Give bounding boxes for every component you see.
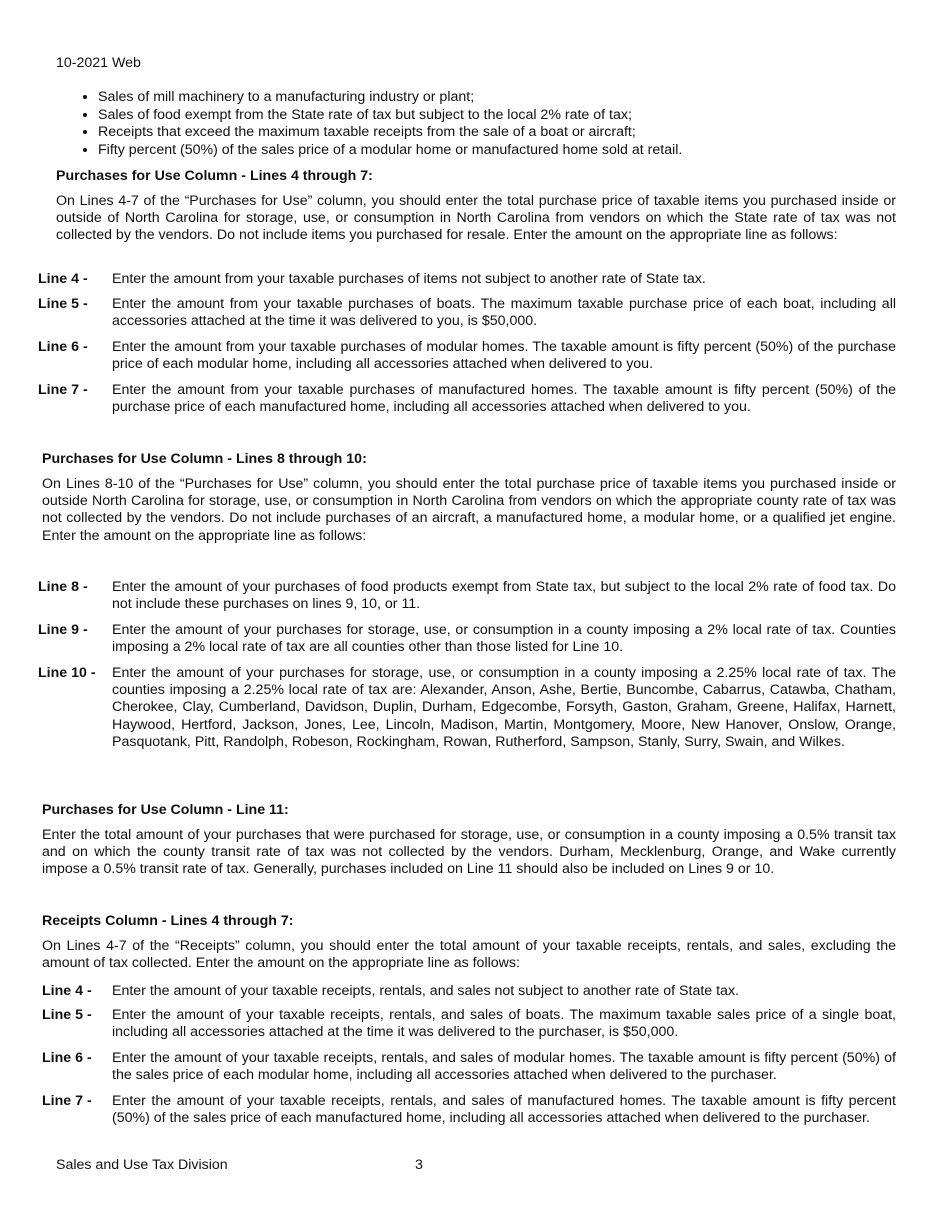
line-item (42, 1093, 896, 1127)
line-item (42, 983, 896, 1000)
line-label: Line 6 - (38, 339, 88, 355)
list-item: • Receipts that exceed the maximum taxable receipts from the sale of a boat or aircraft; (98, 124, 938, 142)
footer-division: Sales and Use Tax Division (56, 1157, 228, 1173)
list-item: • Fifty percent (50%) of the sales price of a modular home or manufactured home sold at retail. (98, 142, 938, 160)
line-label: Line 4 - (38, 271, 88, 287)
section-intro-purchases-11: Enter the total amount of your purchases that were purchased for storage, use, or consumption in a county imposing a 0.5% transit tax and on which the county transit rate of tax was not collected by the vendors. Durham, Mecklenburg, Orange, and Wake currently impose a 0.5% transit rate of tax. Generally, purchases included on Line 11 should also be included on Lines 9 or 10. (42, 827, 896, 878)
line-item (38, 339, 896, 373)
line-item (38, 665, 896, 751)
line-text: Enter the amount of your taxable receipts, rentals, and sales of boats. The maximum taxable sales price of a single boat, including all accessories attached at the time it was delivered to the purchaser, is $50,000. (112, 1007, 896, 1041)
section-heading-purchases-11: Purchases for Use Column - Line 11: (42, 802, 289, 818)
line-text: Enter the amount of your taxable receipts, rentals, and sales of manufactured homes. The taxable amount is fifty percent (50%) of the sales price of each manufactured home, including all accessories attached when delivered to the purchaser. (112, 1093, 896, 1127)
line-label: Line 7 - (42, 1093, 92, 1109)
line-label: Line 9 - (38, 622, 88, 638)
line-text: Enter the amount of your purchases for storage, use, or consumption in a county imposing a 2.25% local rate of tax. The counties imposing a 2.25% local rate of tax are: Alexander, Anson, Ashe, Bertie, Buncombe, Cabarrus, Catawba, Chatham, Cherokee, Clay, Cumberland, Davidson, Duplin, Durham, Edgecombe, Forsyth, Gaston, Graham, Greene, Halifax, Harnett, Haywood, Hertford, Jackson, Jones, Lee, Lincoln, Madison, Martin, Montgomery, Moore, New Hanover, Onslow, Orange, Pasquotank, Pitt, Randolph, Robeson, Rockingham, Rowan, Rutherford, Sampson, Stanly, Surry, Swain, and Wilkes. (112, 665, 896, 750)
revision-label: 10-2021 Web (56, 55, 141, 71)
line-label: Line 5 - (38, 296, 88, 312)
section-intro-receipts-4-7: On Lines 4-7 of the “Receipts” column, you should enter the total amount of your taxable receipts, rentals, and sales, excluding the amount of tax collected. Enter the amount on the appropriate line as follows: (42, 938, 896, 972)
line-text: Enter the amount of your taxable receipts, rentals, and sales not subject to another rate of State tax. (112, 983, 739, 999)
section-heading-purchases-4-7: Purchases for Use Column - Lines 4 through 7: (56, 168, 373, 184)
list-item: • Sales of food exempt from the State rate of tax but subject to the local 2% rate of tax; (98, 107, 938, 125)
line-text: Enter the amount of your purchases of food products exempt from State tax, but subject to the local 2% rate of food tax. Do not include these purchases on lines 9, 10, or 11. (112, 579, 896, 613)
section-intro-purchases-8-10: On Lines 8-10 of the “Purchases for Use” column, you should enter the total purchase price of taxable items you purchased inside or outside North Carolina for storage, use, or consumption in North Carolina from vendors on which the appropriate county rate of tax was not collected by the vendors. Do not include purchases of an aircraft, a manufactured home, a modular home, or a qualified jet engine. Enter the amount on the appropriate line as follows: (42, 476, 896, 544)
section-heading-purchases-8-10: Purchases for Use Column - Lines 8 through 10: (42, 451, 367, 467)
line-text: Enter the amount from your taxable purchases of manufactured homes. The taxable amount is fifty percent (50%) of the purchase price of each manufactured home, including all accessories attached when delivered to you. (112, 382, 896, 416)
page-number: 3 (415, 1157, 423, 1173)
line-item (38, 622, 896, 656)
line-item (38, 296, 896, 330)
line-item (38, 579, 896, 613)
line-item (42, 1007, 896, 1041)
line-label: Line 8 - (38, 579, 88, 595)
line-label: Line 4 - (42, 983, 92, 999)
bullet-list (56, 89, 938, 159)
line-item (42, 1050, 896, 1084)
line-label: Line 7 - (38, 382, 88, 398)
line-label: Line 10 - (38, 665, 96, 681)
line-text: Enter the amount from your taxable purchases of boats. The maximum taxable purchase price of each boat, including all accessories attached at the time it was delivered to you, is $50,000. (112, 296, 896, 330)
line-text: Enter the amount of your taxable receipts, rentals, and sales of modular homes. The taxable amount is fifty percent (50%) of the sales price of each modular home, including all accessories attached when delivered to the purchaser. (112, 1050, 896, 1084)
section-intro-purchases-4-7: On Lines 4-7 of the “Purchases for Use” column, you should enter the total purchase price of taxable items you purchased inside or outside of North Carolina for storage, use, or consumption in North Carolina from vendors on which the State rate of tax was not collected by the vendors. Do not include items you purchased for resale. Enter the amount on the appropriate line as follows: (56, 193, 896, 244)
section-heading-receipts-4-7: Receipts Column - Lines 4 through 7: (42, 913, 294, 929)
line-text: Enter the amount of your purchases for storage, use, or consumption in a county imposing a 2% local rate of tax. Counties imposing a 2% local rate of tax are all counties other than those listed for Line 10. (112, 622, 896, 656)
line-label: Line 6 - (42, 1050, 92, 1066)
line-text: Enter the amount from your taxable purchases of items not subject to another rate of State tax. (112, 271, 706, 287)
line-text: Enter the amount from your taxable purchases of modular homes. The taxable amount is fifty percent (50%) of the purchase price of each modular home, including all accessories attached when delivered to you. (112, 339, 896, 373)
line-item (38, 382, 896, 416)
line-label: Line 5 - (42, 1007, 92, 1023)
line-item (38, 271, 896, 288)
list-item: • Sales of mill machinery to a manufacturing industry or plant; (98, 89, 938, 107)
